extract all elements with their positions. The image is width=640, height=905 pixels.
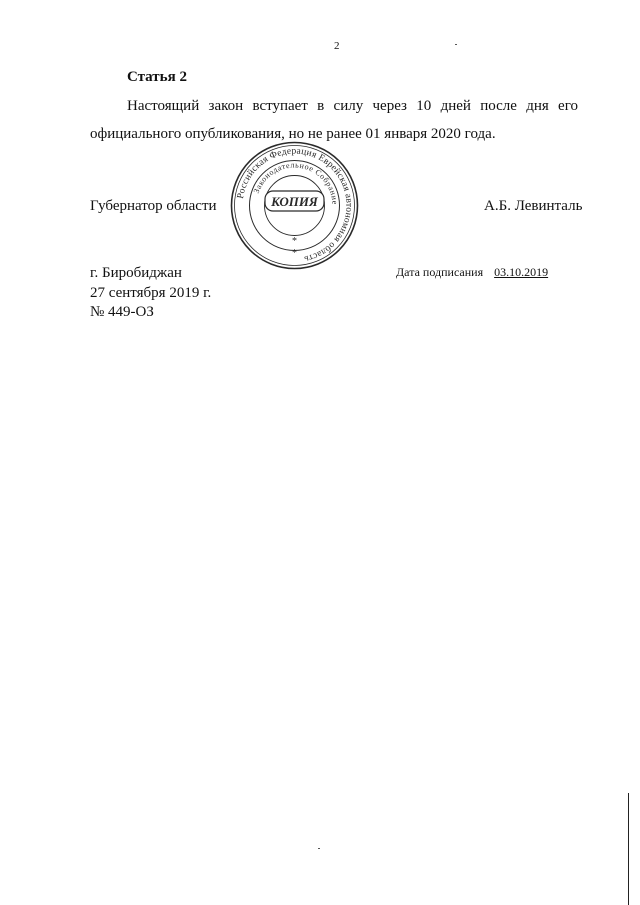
official-seal xyxy=(227,138,362,273)
seal-icon xyxy=(227,138,362,273)
scan-edge-line xyxy=(628,793,629,905)
seal-star-icon: * xyxy=(292,236,297,247)
governor-title: Губернатор области xyxy=(90,198,217,214)
article-paragraph-line-2: официального опубликования, но не ранее 01 января 2020 года. xyxy=(90,126,496,142)
scan-speck xyxy=(318,848,320,849)
signing-date-value: 03.10.2019 xyxy=(494,265,549,279)
seal-center-text: КОПИЯ xyxy=(271,194,318,209)
seal-inner-text: Законодательное Собрание xyxy=(251,160,340,206)
scan-speck xyxy=(455,44,457,45)
article-paragraph-line-1: Настоящий закон вступает в силу через 10 дней после дня его xyxy=(127,98,578,114)
law-number: № 449-ОЗ xyxy=(90,304,154,320)
signing-city: г. Биробиджан xyxy=(90,265,182,281)
article-title: Статья 2 xyxy=(127,69,187,85)
seal-outer-text: Российская Федерация Еврейская автономная область xyxy=(235,146,354,264)
page-number: 2 xyxy=(334,40,340,52)
seal-star-icon: * xyxy=(292,248,297,259)
governor-name: А.Б. Левинталь xyxy=(484,198,583,214)
signing-date-block xyxy=(396,265,548,280)
adoption-date: 27 сентября 2019 г. xyxy=(90,285,212,301)
signing-date-label: Дата подписания xyxy=(396,265,484,279)
